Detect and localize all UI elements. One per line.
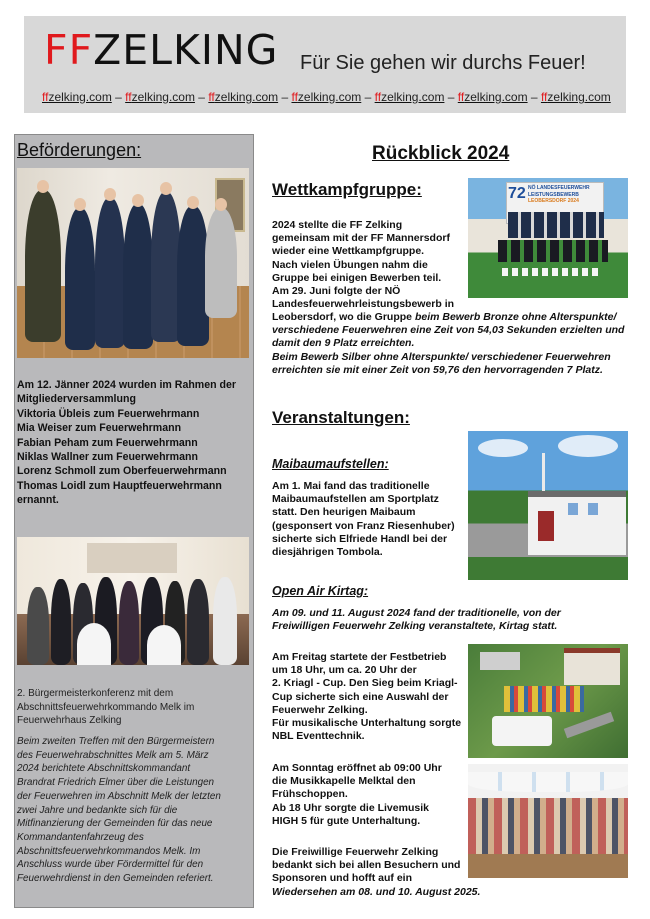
banner-line: LEOBERSDORF 2024 [528,198,579,204]
link-suffix: zelking.com [48,90,112,104]
text-line: Freiwilligen Feuerwehr Zelking veranstaltete, Kirtag statt. [272,620,558,633]
text-line: Cup sicherte sich eine Auswahl der [272,690,449,703]
text-line: sicherte sich Elfriede Handl bei der [272,532,448,545]
promotions-text [17,378,249,508]
text-span: beim Bewerb Bronze ohne Alterspunkte/ [414,311,617,323]
link-separator: – [278,90,292,104]
text-line: gemeinsam mit der FF Mannersdorf [272,232,450,245]
text-line: Am Sonntag eröffnet ab 09:00 Uhr [272,762,442,774]
banner-line: NÖ LANDESFEUERWEHR [528,185,590,191]
site-link[interactable] [208,90,278,104]
link-row [42,90,611,104]
caption-line: Abschnittsfeuerwehrkommando Melk im [17,701,195,713]
link-suffix: zelking.com [297,90,362,104]
conference-body [17,735,251,886]
wettkampf-text [272,219,472,311]
text-line: Ab 18 Uhr sorgte die Livemusik [272,801,429,814]
review-title: Rückblick 2024 [372,143,510,164]
promo-line: Niklas Wallner zum Feuerwehrmann [17,451,198,464]
text-line: Beim Bewerb Silber ohne Alterspunkte/ verschiedener Feuerwehren [272,350,611,363]
link-suffix: zelking.com [464,90,528,104]
site-link[interactable] [541,90,611,104]
body-line: Mitfinanzierung der Gemeinden für das neue [17,818,213,830]
text-line: um 18 Uhr, um ca. 20 Uhr der [272,664,417,677]
text-line: statt. Den heurigen Maibaum [272,506,416,519]
caption-line: 2. Bürgermeisterkonferenz mit dem [17,688,174,699]
text-span: Leobersdorf, wo die Gruppe [272,311,415,323]
site-link[interactable] [375,90,445,104]
kirtag-friday-text [272,651,472,743]
promo-line: Viktoria Übleis zum Feuerwehrmann [17,407,200,420]
text-line: Maibaumaufstellen am Sportplatz [272,493,439,506]
text-line: HIGH 5 für gute Unterhaltung. [272,814,421,827]
text-line: Am 1. Mai fand das traditionelle [272,480,430,492]
link-prefix: ff [374,90,382,104]
maibaum-photo [468,431,628,580]
body-line: Beim zweiten Treffen mit den Bürgermeistern [17,736,215,747]
text-line: Nach vielen Übungen nahm die [272,258,428,271]
banner-text [528,185,590,205]
wettkampf-heading: Wettkampfgruppe: [272,180,422,199]
link-suffix: zelking.com [131,90,195,104]
body-line: 2024 berichtete Abschnittskommandant [17,763,191,775]
link-prefix: ff [42,90,49,104]
text-line: Am 29. Juni folgte der NÖ [272,285,401,298]
text-line: Am 09. und 11. August 2024 fand der traditionelle, von der [272,607,561,619]
link-prefix: ff [457,90,465,104]
kirtag-heading: Open Air Kirtag: [272,584,369,598]
promo-line: Mia Weiser zum Feuerwehrmann [17,422,182,435]
site-link[interactable] [42,90,112,104]
link-separator: – [361,90,375,104]
group-photo-promotions [17,168,249,358]
promotions-heading: Beförderungen: [17,140,142,160]
body-line: der Feuerwehren im Abschnitt Melk der letzten [17,790,221,802]
slogan: Für Sie gehen wir durchs Feuer! [300,52,586,74]
link-suffix: zelking.com [214,90,279,104]
kirtag-aerial-photo [468,644,628,758]
body-line: Kommandantenfahrzeug des [17,831,144,843]
text-line: Am Freitag startete der Festbetrieb [272,651,447,663]
site-link[interactable] [458,90,528,104]
promo-line: Mitgliederversammlung [17,393,136,406]
text-line [272,311,632,324]
text-line: Gruppe bei einigen Bewerben teil. [272,271,442,284]
text-line: Für musikalische Unterhaltung sorgte [272,717,462,730]
kirtag-festival-photo [468,764,628,878]
conference-caption [17,687,249,728]
banner-number: 72 [508,185,526,202]
maibaum-heading: Maibaumaufstellen: [272,457,389,471]
link-separator: – [111,90,126,104]
text-line: 2024 stellte die FF Zelking [272,219,403,231]
left-panel [14,134,254,908]
link-prefix: ff [208,90,215,104]
text-line: Die Freiwillige Feuerwehr Zelking [272,846,439,858]
link-prefix: ff [125,90,132,104]
text-line: wieder eine Wettkampfgruppe. [272,245,425,258]
body-line: Brandrat Friedrich Elmer über die Leistungen [17,777,215,789]
kirtag-sunday-text [272,762,472,828]
wettkampf-result-text [272,311,632,377]
link-separator: – [444,90,458,104]
text-line: verschiedene Feuerwehren eine Zeit von 54,03 Sekunden erzielten und [272,324,625,337]
text-line: Sponsoren und hofft auf ein [272,872,412,885]
site-link[interactable] [291,90,361,104]
banner-line: LEISTUNGSBEWERB [528,191,579,198]
kirtag-thanks-text [272,846,482,899]
page-header [24,16,626,113]
promo-line: Fabian Peham zum Feuerwehrmann [17,436,198,449]
link-suffix: zelking.com [547,90,611,104]
link-prefix: ff [540,90,548,104]
caption-line: Feuerwehrhaus Zelking [17,715,122,727]
body-line: Feuerwehrdienst in den Gemeinden referiert. [17,873,214,885]
wettkampf-photo [468,178,628,298]
link-separator: – [527,90,541,104]
text-line: Wiedersehen am 08. und 10. August 2025. [272,885,481,898]
conference-photo [17,537,249,665]
link-prefix: ff [291,90,298,104]
promo-line: Am 12. Jänner 2024 wurden im Rahmen der [17,379,237,391]
text-line: erreichten sie mit einer Zeit von 59,76 den hervorragenden 7 Platz. [272,363,603,376]
link-separator: – [194,90,209,104]
text-line: die Musikkapelle Melktal den [272,775,416,788]
text-line: Frühschoppen. [272,788,348,801]
body-line: des Feuerwehrabschnittes Melk am 5. März [17,749,209,761]
events-heading: Veranstaltungen: [272,408,410,427]
kirtag-intro [272,607,632,633]
promo-line: Thomas Loidl zum Hauptfeuerwehrmann [17,479,222,492]
text-line: Landesfeuerwehrleistungsbewerb in [272,298,455,311]
site-logo: FFZELKING [44,26,279,74]
promo-line: Lorenz Schmoll zum Oberfeuerwehrmann [17,465,227,478]
text-line: diesjährigen Tombola. [272,546,383,559]
body-line: Anschluss wurde über Fördermittel für den [17,859,204,871]
text-line: damit den 9 Platz erreichten. [272,337,415,350]
promo-line: ernannt. [17,494,59,507]
maibaum-text [272,480,472,559]
text-line: NBL Eventtechnik. [272,730,365,743]
site-link[interactable] [125,90,195,104]
text-line: (gesponsert von Franz Riesenhuber) [272,519,455,532]
body-line: Abschnittsfeuerwehrkommandos Melk. Im [17,845,201,857]
link-suffix: zelking.com [381,90,445,104]
text-line: bedankt sich bei allen Besuchern und [272,859,461,872]
text-line: Feuerwehr Zelking. [272,703,368,716]
text-line: 2. Kriagl - Cup. Den Sieg beim Kriagl- [272,677,458,690]
body-line: zwei Jahre und bedankte sich für die [17,804,178,816]
